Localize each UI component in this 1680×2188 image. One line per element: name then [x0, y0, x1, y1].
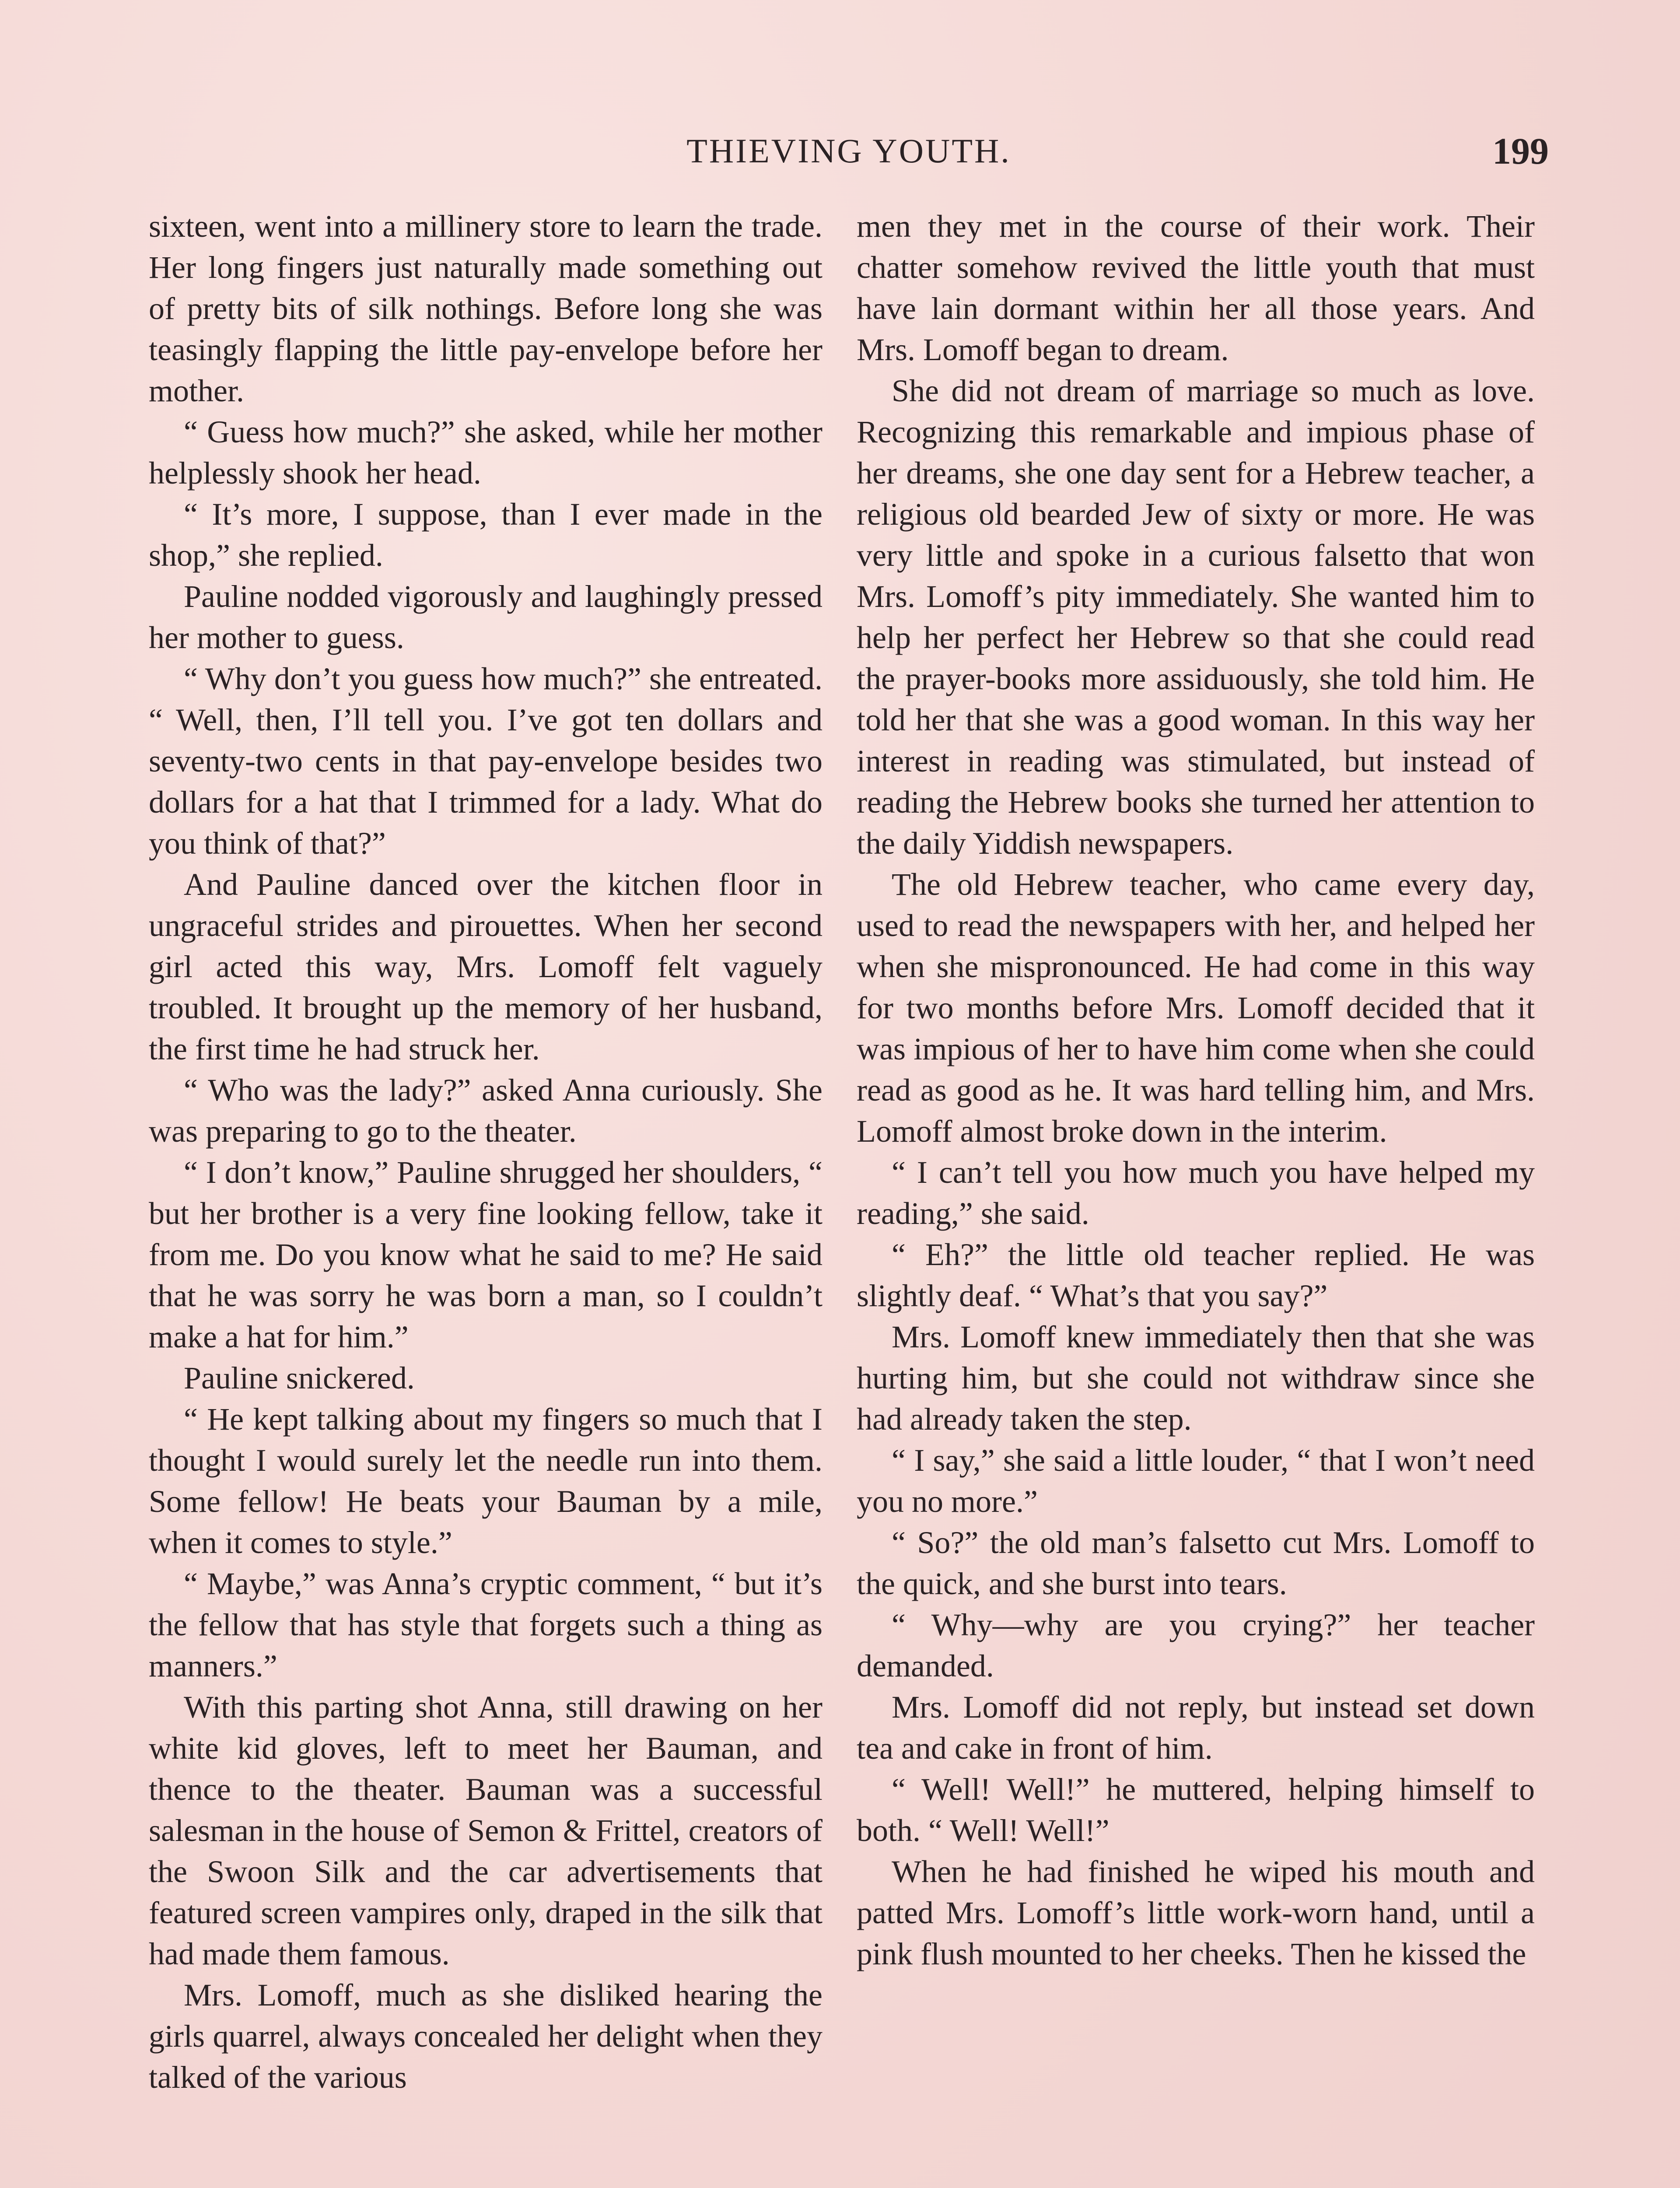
paragraph: “ He kept talking about my fingers so much that I thought I would surely let the needle run into them. Some fellow! He beats your Bauman by a mile, when it comes to style.” — [149, 1402, 822, 1560]
paragraph: “ Why don’t you guess how much?” she entreated. “ Well, then, I’ll tell you. I’ve got ten dollars and seventy-two cents in that pay-envelope besides two dollars for a hat that I trimmed for a lady. What do you think of that?” — [149, 661, 822, 861]
paragraph: “ Maybe,” was Anna’s cryptic comment, “ but it’s the fellow that has style that forgets such a thing as manners.” — [149, 1566, 822, 1683]
paragraph: “ Why—why are you crying?” her teacher demanded. — [857, 1607, 1535, 1683]
paragraph: Mrs. Lomoff knew immediately then that she was hurting him, but she could not withdraw since she had already taken the step. — [857, 1319, 1535, 1437]
paragraph: When he had finished he wiped his mouth and patted Mrs. Lomoff’s little work-worn hand, until a pink flush mounted to her cheeks. Then he kissed the — [857, 1854, 1535, 1971]
paragraph: “ I say,” she said a little louder, “ that I won’t need you no more.” — [857, 1443, 1535, 1519]
paragraph: men they met in the course of their work. Their chatter somehow revived the little youth that must have lain dormant within her all those years. And Mrs. Lomoff began to dream. — [857, 209, 1535, 367]
page-number: 199 — [1492, 130, 1549, 172]
paragraph: The old Hebrew teacher, who came every day, used to read the newspapers with her, and helped her when she mispronounced. He had come in this way for two months before Mrs. Lomoff decided that it was impious of her to have him come when she could read as good as he. It was hard telling him, and Mrs. Lomoff almost broke down in the interim. — [857, 867, 1535, 1149]
paragraph: Mrs. Lomoff did not reply, but instead set down tea and cake in front of him. — [857, 1690, 1535, 1766]
paragraph: “ Who was the lady?” asked Anna curiously. She was preparing to go to the theater. — [149, 1073, 822, 1149]
paragraph: With this parting shot Anna, still drawing on her white kid gloves, left to meet her Bauman, and thence to the theater. Bauman was a successful salesman in the house of Semon & Frittel, creators of the Swoon Silk and the car advertisements that featured screen vampires only, draped in the silk that had made them famous. — [149, 1690, 822, 1971]
paragraph: “ I don’t know,” Pauline shrugged her shoulders, “ but her brother is a very fine looking fellow, take it from me. Do you know what he said to me? He said that he was sorry he was born a man, so I couldn’t make a hat for him.” — [149, 1155, 822, 1354]
running-title: THIEVING YOUTH. — [686, 132, 1011, 170]
paragraph: “ Guess how much?” she asked, while her mother helplessly shook her head. — [149, 414, 822, 491]
paragraph: And Pauline danced over the kitchen floor in ungraceful strides and pirouettes. When her second girl acted this way, Mrs. Lomoff felt vaguely troubled. It brought up the memory of her husband, the first time he had struck her. — [149, 867, 822, 1066]
paragraph: Mrs. Lomoff, much as she disliked hearing the girls quarrel, always concealed her delight when they talked of the various — [149, 1978, 822, 2095]
paragraph: “ I can’t tell you how much you have helped my reading,” she said. — [857, 1155, 1535, 1231]
paragraph: Pauline nodded vigorously and laughingly pressed her mother to guess. — [149, 579, 822, 655]
paragraph: “ Well! Well!” he muttered, helping himself to both. “ Well! Well!” — [857, 1772, 1535, 1848]
paragraph: “ It’s more, I suppose, than I ever made in the shop,” she replied. — [149, 497, 822, 573]
paragraph: “ Eh?” the little old teacher replied. He was slightly deaf. “ What’s that you say?” — [857, 1237, 1535, 1313]
page-header — [149, 125, 1549, 177]
right-column — [857, 206, 1535, 2188]
paragraph: She did not dream of marriage so much as love. Recognizing this remarkable and impious phase of her dreams, she one day sent for a Hebrew teacher, a religious old bearded Jew of sixty or more. He was very little and spoke in a curious falsetto that won Mrs. Lomoff’s pity immediately. She wanted him to help her perfect her Hebrew so that she could read the prayer-books more assiduously, she told him. He told her that she was a good woman. In this way her interest in reading was stimulated, but instead of reading the Hebrew books she turned her attention to the daily Yiddish newspapers. — [857, 373, 1535, 861]
paragraph: Pauline snickered. — [184, 1360, 415, 1396]
paragraph: “ So?” the old man’s falsetto cut Mrs. Lomoff to the quick, and she burst into tears. — [857, 1525, 1535, 1601]
paragraph: sixteen, went into a millinery store to learn the trade. Her long fingers just naturally made something out of pretty bits of silk nothings. Before long she was teasingly flapping the little pay-envelope before her mother. — [149, 209, 822, 408]
left-column — [149, 206, 822, 2188]
